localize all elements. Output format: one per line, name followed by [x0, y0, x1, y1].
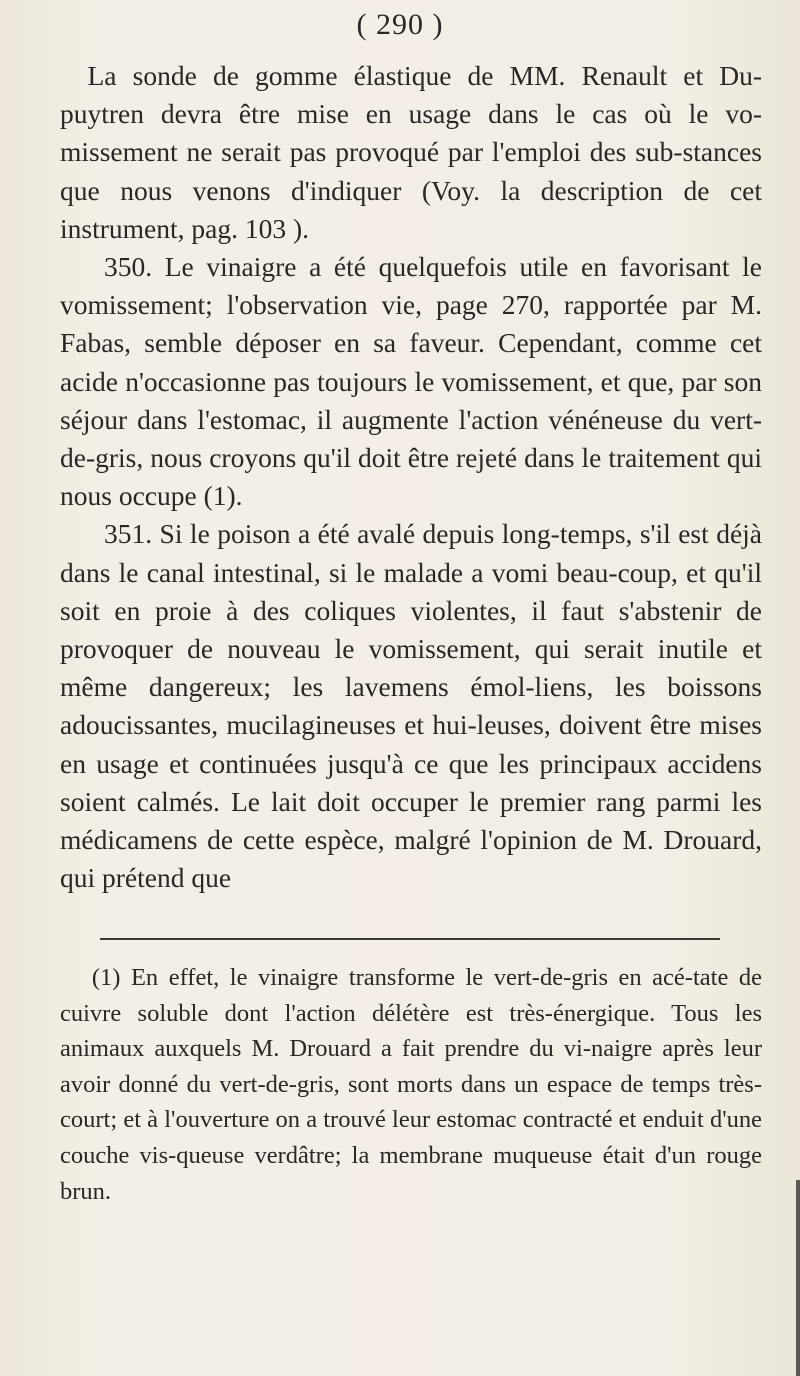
footnote-separator [100, 938, 720, 940]
paragraph-351-poison: 351. Si le poison a été avalé depuis long-temps, s'il est déjà dans le canal intestinal, si le malade a vomi beau-coup, et qu'il soit en proie à des coliques violentes, il faut s'abstenir de provoquer de nouveau le vomissement, qui serait inutile et même dangereux; les lavemens émol-liens, les boissons adoucissantes, mucilagineuses et hui-leuses, doivent être mises en usage et continuées jusqu'à ce que les principaux accidens soient calmés. Le lait doit occuper le premier rang parmi les médicamens de cette espèce, malgré l'opinion de M. Drouard, qui prétend que [60, 518, 762, 894]
page-number-header: ( 290 ) [356, 8, 444, 41]
footnote-text: (1) En effet, le vinaigre transforme le vert-de-gris en acé-tate de cuivre soluble dont l'action délétère est très-énergique. Tous les animaux auxquels M. Drouard a fait prendre du vi-naigre après leur avoir donné du vert-de-gris, sont morts dans un espace de temps très-court; et à l'ouverture on a trouvé leur estomac contracté et enduit d'une couche vis-queuse verdâtre; la membrane muqueuse était d'un rouge brun. [60, 964, 762, 1205]
page-edge-shadow [796, 1180, 800, 1376]
paragraph-sonde: La sonde de gomme élastique de MM. Renault et Du-puytren devra être mise en usage dans le cas où le vo-missement ne serait pas provoqué par l'emploi des sub-stances que nous venons d'indiquer (Voy. la description de cet instrument, pag. 103 ). [60, 60, 762, 244]
paragraph-350-vinaigre: 350. Le vinaigre a été quelquefois utile en favorisant le vomissement; l'observation vie, page 270, rapportée par M. Fabas, semble déposer en sa faveur. Cependant, comme cet acide n'occasionne pas toujours le vomissement, et que, par son séjour dans l'estomac, il augmente l'action vénéneuse du vert-de-gris, nous croyons qu'il doit être rejeté dans le traitement qui nous occupe (1). [60, 251, 762, 512]
main-text [60, 57, 762, 897]
footnote [60, 960, 762, 1209]
